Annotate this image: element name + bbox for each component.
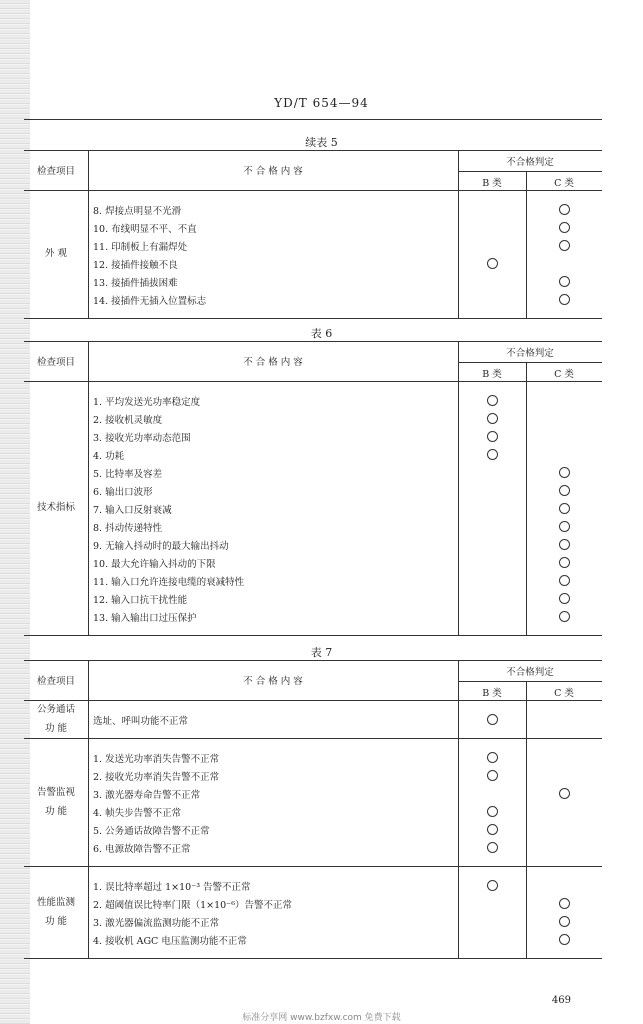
standard-number-header: YD/T 654—94: [274, 96, 369, 110]
c-class-mark-circle: [559, 276, 570, 287]
c-class-mark-circle: [559, 222, 570, 233]
column-header-b: B 类: [482, 369, 502, 380]
category-label-line: 功 能: [44, 916, 68, 927]
c-class-mark-circle: [559, 240, 570, 251]
column-header-item: 检查项目: [36, 357, 75, 368]
table-row-text: 10. 最大允许输入抖动的下限: [93, 559, 216, 570]
category-label: 技术指标: [36, 502, 75, 513]
c-class-mark-circle: [559, 788, 570, 799]
column-header-judge: 不合格判定: [506, 157, 554, 168]
b-class-mark-circle: [487, 395, 498, 406]
table-row-text: 13. 输入输出口过压保护: [93, 613, 197, 624]
c-class-mark-circle: [559, 539, 570, 550]
table-caption: 续表 5: [305, 136, 338, 149]
table-row-text: 3. 接收光功率动态范围: [93, 433, 191, 444]
table-row-text: 4. 接收机 AGC 电压监测功能不正常: [93, 936, 247, 947]
table-header-rule: [24, 190, 602, 191]
category-label-line: 功 能: [44, 723, 68, 734]
category-label-line: 性能监测: [36, 897, 75, 908]
column-header-judge: 不合格判定: [506, 348, 554, 359]
b-class-mark-circle: [487, 880, 498, 891]
c-class-mark-circle: [559, 575, 570, 586]
c-class-mark-circle: [559, 485, 570, 496]
table-row-text: 10. 布线明显不平、不直: [93, 224, 197, 235]
column-divider-content: [458, 660, 459, 958]
table-row-text: 11. 输入口允许连接电缆的衰减特性: [93, 577, 245, 588]
column-divider-content: [458, 150, 459, 318]
column-header-c: C 类: [554, 178, 574, 189]
c-class-mark-circle: [559, 521, 570, 532]
b-class-mark-circle: [487, 431, 498, 442]
c-class-mark-circle: [559, 503, 570, 514]
column-divider-item: [88, 341, 89, 635]
table-row-text: 6. 电源故障告警不正常: [93, 844, 191, 855]
column-header-content: 不 合 格 内 容: [243, 357, 303, 368]
table-row-text: 3. 激光器偏流监测功能不正常: [93, 918, 220, 929]
table-header-rule: [24, 381, 602, 382]
header-rule: [24, 119, 602, 120]
table-row-text: 11. 印制板上有漏焊处: [93, 242, 188, 253]
c-class-mark-circle: [559, 204, 570, 215]
table-row-text: 12. 接插件接触不良: [93, 260, 178, 271]
category-label-line: 功 能: [44, 806, 68, 817]
table-row-text: 5. 公务通话故障告警不正常: [93, 826, 210, 837]
column-header-content: 不 合 格 内 容: [243, 166, 303, 177]
table-header-rule: [24, 700, 602, 701]
table-top-rule: [24, 660, 602, 661]
column-header-item: 检查项目: [36, 166, 75, 177]
b-class-mark-circle: [487, 806, 498, 817]
b-class-mark-circle: [487, 824, 498, 835]
b-class-mark-circle: [487, 449, 498, 460]
table-row-text: 7. 输入口反射衰减: [93, 505, 172, 516]
table-row-text: 13. 接插件插拔困难: [93, 278, 178, 289]
table-caption: 表 6: [310, 327, 333, 340]
judge-header-rule: [458, 362, 602, 363]
column-header-c: C 类: [554, 688, 574, 699]
table-bottom-rule: [24, 958, 602, 959]
c-class-mark-circle: [559, 898, 570, 909]
c-class-mark-circle: [559, 916, 570, 927]
watermark-footer: 标准分享网 www.bzfxw.com 免费下载: [242, 1013, 401, 1023]
page-number: 469: [551, 995, 571, 1006]
column-header-content: 不 合 格 内 容: [243, 676, 303, 687]
judge-header-rule: [458, 681, 602, 682]
table-row-text: 8. 抖动传递特性: [93, 523, 163, 534]
column-header-c: C 类: [554, 369, 574, 380]
column-divider-bc: [526, 171, 527, 318]
table-row-text: 选址、呼叫功能不正常: [93, 716, 189, 727]
b-class-mark-circle: [487, 842, 498, 853]
c-class-mark-circle: [559, 611, 570, 622]
b-class-mark-circle: [487, 258, 498, 269]
table-bottom-rule: [24, 635, 602, 636]
table-row-text: 14. 接插件无插入位置标志: [93, 296, 207, 307]
table-row-text: 12. 输入口抗干扰性能: [93, 595, 188, 606]
category-label-line: 公务通话: [36, 704, 75, 715]
table-row-text: 8. 焊接点明显不光滑: [93, 206, 182, 217]
table-bottom-rule: [24, 318, 602, 319]
group-divider-rule: [24, 738, 602, 739]
table-row-text: 1. 误比特率超过 1×10⁻³ 告警不正常: [93, 882, 251, 893]
column-divider-bc: [526, 362, 527, 635]
c-class-mark-circle: [559, 593, 570, 604]
b-class-mark-circle: [487, 714, 498, 725]
c-class-mark-circle: [559, 557, 570, 568]
category-label-line: 告警监视: [36, 787, 75, 798]
table-row-text: 5. 比特率及容差: [93, 469, 163, 480]
column-divider-content: [458, 341, 459, 635]
table-row-text: 4. 功耗: [93, 451, 125, 462]
column-header-judge: 不合格判定: [506, 667, 554, 678]
column-header-item: 检查项目: [36, 676, 75, 687]
table-top-rule: [24, 150, 602, 151]
b-class-mark-circle: [487, 413, 498, 424]
table-row-text: 6. 输出口波形: [93, 487, 153, 498]
column-header-b: B 类: [482, 688, 502, 699]
table-caption: 表 7: [310, 646, 333, 659]
c-class-mark-circle: [559, 934, 570, 945]
table-row-text: 2. 接收机灵敏度: [93, 415, 163, 426]
category-label: 外 观: [44, 248, 68, 259]
table-row-text: 4. 帧失步告警不正常: [93, 808, 182, 819]
column-header-b: B 类: [482, 178, 502, 189]
judge-header-rule: [458, 171, 602, 172]
column-divider-item: [88, 150, 89, 318]
column-divider-bc: [526, 681, 527, 958]
b-class-mark-circle: [487, 770, 498, 781]
table-row-text: 1. 平均发送光功率稳定度: [93, 397, 201, 408]
b-class-mark-circle: [487, 752, 498, 763]
table-row-text: 2. 接收光功率消失告警不正常: [93, 772, 220, 783]
table-row-text: 9. 无输入抖动时的最大输出抖动: [93, 541, 229, 552]
column-divider-item: [88, 660, 89, 958]
table-row-text: 1. 发送光功率消失告警不正常: [93, 754, 220, 765]
group-divider-rule: [24, 866, 602, 867]
table-row-text: 3. 激光器寿命告警不正常: [93, 790, 201, 801]
table-top-rule: [24, 341, 602, 342]
table-row-text: 2. 超阈值误比特率门限（1×10⁻⁶）告警不正常: [93, 900, 292, 911]
c-class-mark-circle: [559, 294, 570, 305]
c-class-mark-circle: [559, 467, 570, 478]
